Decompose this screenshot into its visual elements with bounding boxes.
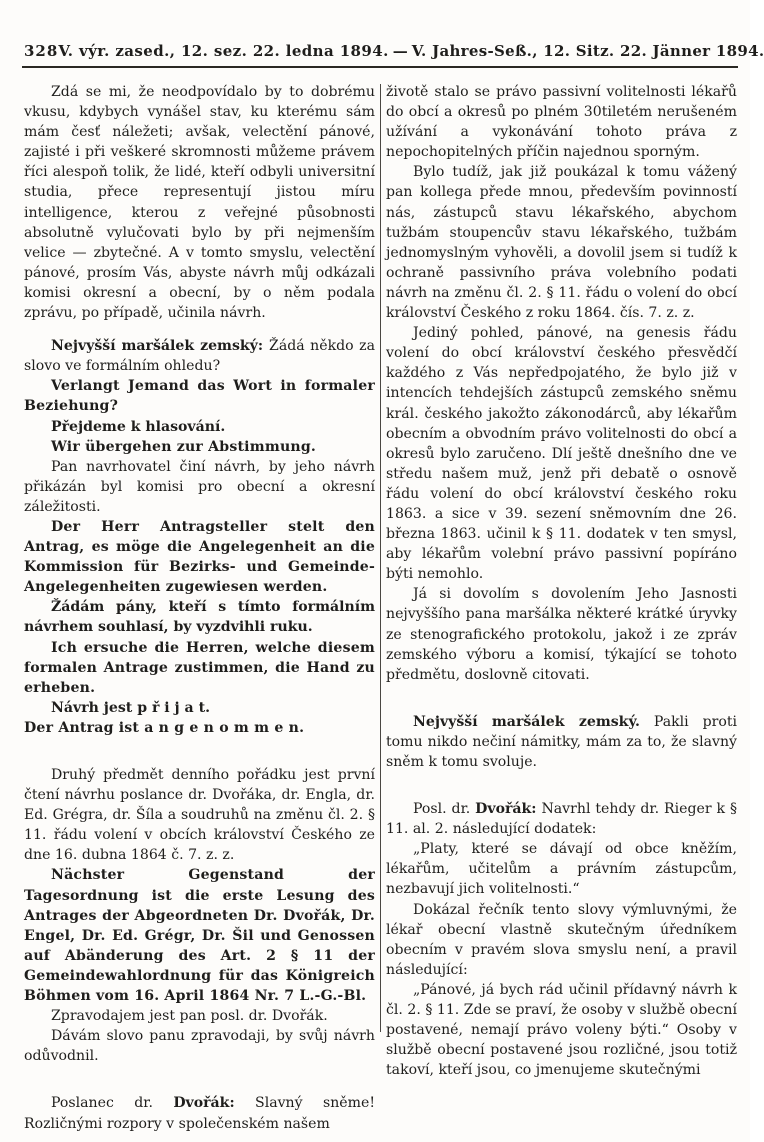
text-run: Posl. dr. xyxy=(413,801,476,818)
text-columns xyxy=(24,82,737,1132)
text-run: Bylo tudíž, jak již poukázal k tomu vážený pan kollega přede mnou, především povinností nás, zástupců stavu lékařského, abychom tužbám stoupencův stavu lékařského, tužbám jednomyslným vyhověli, a dovolil jsem si tudíž k ochraně passivního práva volebního podati návrh na změnu čl. 2. § 11. řádu o volení do obcí království Českého z roku 1864. čís. 7. z. z. xyxy=(386,164,737,322)
paragraph xyxy=(386,712,737,772)
paragraph xyxy=(386,839,737,899)
text-run: Dvořák: xyxy=(173,1095,235,1112)
text-run: Zdá se mi, že neodpovídalo by to dobrému vkusu, kdybych vynášel stav, ku kterému sám mám česť náležeti; avšak, velectění pánové, zajisté i při veškeré skromnosti můžeme právem říci alespoň tolik, že lidé, kteří odbyli universitní studia, přece representují jistou míru intelligence, kterou z veřejné působnosti absolutně vylučovati bylo by při nejmenším velice — zbytečné. A v tomto smyslu, velectění pánové, prosím Vás, abyste návrh můj odkázali komisi okresní a obecní, by o něm podala zprávu, po případě, učinila návrh. xyxy=(24,84,375,322)
text-run-fraktur: Wir übergehen zur Abstimmung. xyxy=(51,438,316,455)
paragraph xyxy=(24,597,375,637)
text-run: Přejdeme k hlasování. xyxy=(51,418,226,435)
paragraph xyxy=(24,376,375,416)
column-divider xyxy=(380,84,381,1032)
text-run: Dávám slovo panu zpravodaji, by svůj návrh odůvodnil. xyxy=(24,1028,375,1065)
text-run: Zpravodajem jest pan posl. dr. Dvořák. xyxy=(51,1008,328,1025)
paragraph xyxy=(386,799,737,839)
text-run: Navrhl tehdy dr. Rieger k § 11. al. 2. následující dodatek: xyxy=(386,801,737,838)
header-session-czech: V. výr. zased., 12. sez. 22. ledna 1894. xyxy=(58,42,389,60)
right-column xyxy=(386,82,737,1087)
paragraph xyxy=(24,638,375,698)
page-header xyxy=(24,42,764,60)
text-run: Návrh jest p ř i j a t. xyxy=(51,699,211,716)
paragraph xyxy=(24,437,375,457)
text-run-fraktur: Der Antrag ist a n g e n o m m e n. xyxy=(24,719,305,736)
text-run: „Platy, které se dávají od obce kněžím, lékařům, učitelům a právním zástupcům, nezbavují jich volitelnosti.“ xyxy=(386,841,737,898)
text-run-fraktur: Nächster Gegenstand der Tagesordnung ist die erste Lesung des Antrages der Abgeordneten Dr. Dvořák, Dr. Engel, Dr. Ed. Grégr, Dr. Šil und Genossen auf Abänderung des Art. 2 § 11 der Gemeindewahlordnung für das Königreich Böhmen vom 16. April 1864 Nr. 7 L.-G.-Bl. xyxy=(24,867,375,1005)
header-separator-dash: — xyxy=(392,42,408,60)
text-run: Pan navrhovatel činí návrh, by jeho návrh přikázán byl komisi pro obecní a okresní záležitosti. xyxy=(24,458,375,515)
paragraph xyxy=(24,336,375,376)
text-run-fraktur: Verlangt Jemand das Wort in formaler Beziehung? xyxy=(24,378,375,415)
text-run: Nejvyšší maršálek zemský: xyxy=(51,338,270,355)
paragraph xyxy=(386,900,737,980)
text-run: Jediný pohled, pánové, na genesis řádu volení do obcí království českého přesvědčí každého z Vás nepředpojatého, že bylo již v intencích tehdejších zástupců zemského sněmu král. českého jakožto zákonodárců, aby lékařům obecním a obvodním právo volitelnosti do obcí a okresů bylo zaručeno. Dlí ještě dnešního dne ve středu našem muž, jenž při debatě o osnově řádu volení do obcí království českého roku 1863. a sice v 39. sezení sněmovním dne 26. března 1863. učinil k § 11. dodatek v ten smysl, aby lékařům volební právo passivní popíráno býti nemohlo. xyxy=(386,325,737,583)
text-run: Žádá někdo za slovo ve formálním ohledu? xyxy=(24,338,376,375)
text-run: Pakli proti tomu nikdo nečiní námitky, mám za to, že slavný sněm k tomu svoluje. xyxy=(386,713,737,770)
paragraph xyxy=(386,980,737,1080)
text-run: Nejvyšší maršálek zemský. xyxy=(413,713,640,730)
text-run: Já si dovolím s dovolením Jeho Jasnosti nejvyššího pana maršálka některé krátké úryvky ze stenografického protokolu, jakož i ze zpráv zemského výboru a komisí, týkající se tohoto předmětu, doslovně citovati. xyxy=(386,586,737,683)
text-run: Dokázal řečník tento slovy výmluvnými, že lékař obecní vlastně skutečným úředníkem obecním v pravém slova smyslu není, a pravil následující: xyxy=(386,901,737,978)
text-run: Žádám pány, kteří s tímto formálním návrhem souhlasí, by vyzdvihli ruku. xyxy=(24,599,375,636)
text-run: Slavný sněme! Rozličnými rozpory v společenském našem xyxy=(24,1095,375,1132)
paragraph xyxy=(24,865,375,1006)
paragraph xyxy=(386,162,737,323)
text-run-fraktur: Ich ersuche die Herren, welche diesem formalen Antrage zustimmen, die Hand zu erheben. xyxy=(24,639,375,696)
paragraph xyxy=(386,323,737,584)
paragraph xyxy=(24,1093,375,1133)
text-run: „Pánové, já bych rád učinil přídavný návrh k čl. 2. § 11. Zde se praví, že osoby v službě obecní postavené, nemají právo voleny býti.“ Osoby v službě obecní postavené jsou rozličné, jsou totiž takoví, kteří jsou, co jmenujeme skutečnými xyxy=(386,981,737,1079)
paragraph xyxy=(24,417,375,437)
paragraph xyxy=(386,82,737,162)
text-run: životě stalo se právo passivní volitelnosti lékařů do obcí a okresů po plném 30tiletém nerušeném užívání a vykonávání tohoto práva z nepochopitelných příčin najednou sporným. xyxy=(386,84,737,161)
paragraph xyxy=(24,1026,375,1066)
paragraph xyxy=(24,698,375,718)
text-run: Dvořák: xyxy=(475,801,537,818)
paragraph xyxy=(24,517,375,597)
header-rule xyxy=(22,66,738,68)
page-number: 328 xyxy=(24,42,59,60)
paragraph xyxy=(24,765,375,865)
paragraph xyxy=(24,457,375,517)
paragraph xyxy=(24,718,375,738)
text-run-fraktur: Der Herr Antragsteller stelt den Antrag, es möge die Angelegenheit an die Kommission für Bezirks- und Gemeinde-Angelegenheiten zugewiesen werden. xyxy=(24,518,375,596)
left-column xyxy=(24,82,376,1132)
paragraph xyxy=(24,1006,375,1026)
header-session-german: V. Jahres-Seß., 12. Sitz. 22. Jänner 1894. xyxy=(411,42,764,60)
paragraph xyxy=(386,584,737,684)
paragraph xyxy=(24,82,375,323)
text-run: Druhý předmět denního pořádku jest první čtení návrhu poslance dr. Dvořáka, dr. Engla, dr. Ed. Grégra, dr. Šíla a soudruhů na změnu čl. 2. § 11. řádu volení v obcích království Českého ze dne 16. dubna 1864 č. 7. z. z. xyxy=(24,767,375,864)
text-run: Poslanec dr. xyxy=(51,1095,174,1112)
